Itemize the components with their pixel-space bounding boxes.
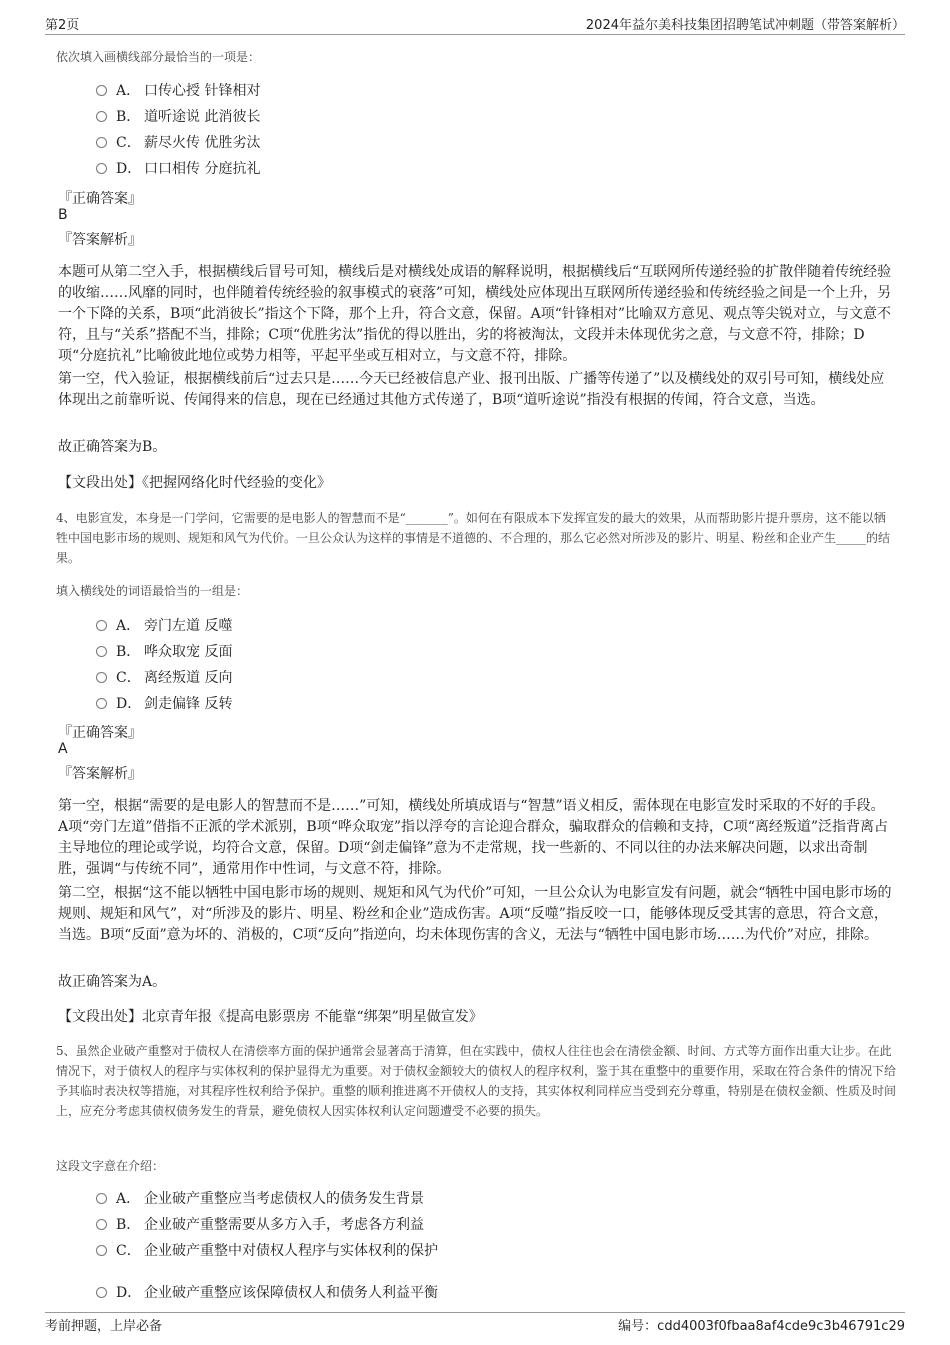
q3-analysis-label: 『答案解析』: [58, 232, 142, 248]
q5-option-b[interactable]: B． 企业破产重整需要从多方入手，考虑各方利益: [96, 1214, 424, 1236]
q4-text: 4、电影宣发，本身是一门学问，它需要的是电影人的智慧而不是“_______”。如何在有限成本下发挥宣发的最大的效果，从而帮助影片提升票房，这不能以牺牲中国电影市场的规则、规矩和风气为代价。一旦公众认为这样的事情是不道德的、不合理的，那么它必然对所涉及的影片、明星、粉丝和企业产生_____的结果。: [56, 511, 891, 565]
q3-answer-label: 『正确答案』: [58, 191, 142, 207]
q5-option-a[interactable]: A． 企业破产重整应当考虑债权人的债务发生背景: [96, 1188, 424, 1210]
q4-option-b[interactable]: B． 哗众取宠 反面: [96, 641, 232, 663]
q4-source: 【文段出处】北京青年报《提高电影票房 不能靠“绑架”明星做宣发》: [58, 1009, 483, 1025]
radio-icon[interactable]: [96, 672, 107, 683]
radio-icon[interactable]: [96, 1245, 107, 1256]
q4-option-c[interactable]: C． 离经叛道 反向: [96, 667, 232, 689]
radio-icon[interactable]: [96, 85, 107, 96]
q3-option-a[interactable]: A． 口传心授 针锋相对: [96, 80, 260, 102]
radio-icon[interactable]: [96, 1193, 107, 1204]
q3-analysis-p1: 本题可从第二空入手，根据横线后冒号可知，横线后是对横线处成语的解释说明，根据横线后“互联网所传递经验的扩散伴随着传统经验的收缩……风靡的同时，也伴随着传统经验的叙事模式的衰落”可知，横线处应体现出互联网所传递经验和传统经验之间是一个上升，另一个下降的关系，B项“此消彼长”指这个下降，那个上升，符合文意，保留。A项“针锋相对”比喻双方意见、观点等尖锐对立，与文意不符，且与“关系”搭配不当，排除；C项“优胜劣汰”指优的得以胜出，劣的将被淘汰，文段并未体现优劣之意，与文意不符，排除；D项“分庭抗礼”比喻彼此地位或势力相等，平起平坐或互相对立，与文意不符，排除。: [58, 264, 892, 364]
q3-answer: B: [58, 207, 68, 223]
q3-option-b[interactable]: B． 道听途说 此消彼长: [96, 106, 260, 128]
q4-analysis-p1: 第一空，根据“需要的是电影人的智慧而不是……”可知，横线处所填成语与“智慧”语义相反，需体现在电影宣发时采取的不好的手段。A项“旁门左道”借指不正派的学术派别，B项“哗众取宠”指以浮夸的言论迎合群众，骗取群众的信赖和支持，C项“离经叛道”泛指背离占主导地位的理论或学说，均符合文意，保留。D项“剑走偏锋”意为不走常规，找一些新的、不同以往的办法来解决问题，以求出奇制胜，强调“与传统不同”，通常用作中性词，与文意不符，排除。: [58, 798, 889, 877]
q4-answer-label: 『正确答案』: [58, 725, 142, 741]
q4-option-d[interactable]: D． 剑走偏锋 反转: [96, 693, 232, 715]
q3-analysis-p2: 第一空，代入验证，根据横线前后“过去只是……今天已经被信息产业、报刊出版、广播等传递了”以及横线处的双引号可知，横线处应体现出之前靠听说、传闻得来的信息，现在已经通过其他方式传递了，B项“道听途说”指没有根据的传闻，符合文意，当选。: [58, 371, 885, 408]
q3-option-d[interactable]: D． 口口相传 分庭抗礼: [96, 158, 260, 180]
page-header: [45, 12, 905, 35]
q4-answer: A: [58, 741, 68, 757]
radio-icon[interactable]: [96, 111, 107, 122]
q4-analysis-p3: 故正确答案为A。: [58, 974, 167, 990]
q3-intro: 依次填入画横线部分最恰当的一项是：: [56, 50, 261, 64]
radio-icon[interactable]: [96, 1219, 107, 1230]
q3-source: 【文段出处】《把握网络化时代经验的变化》: [58, 475, 331, 491]
radio-icon[interactable]: [96, 698, 107, 709]
footer-slogan: 考前押题，上岸必备: [45, 1319, 163, 1334]
q5-intro: 这段文字意在介绍：: [56, 1159, 165, 1173]
q4-option-a[interactable]: A． 旁门左道 反噬: [96, 615, 232, 637]
page-footer: [45, 1312, 905, 1333]
radio-icon[interactable]: [96, 646, 107, 657]
page-number: 第2页: [45, 18, 80, 33]
document-title: 2024年益尔美科技集团招聘笔试冲刺题（带答案解析）: [585, 18, 905, 33]
q5-option-c[interactable]: C． 企业破产重整中对债权人程序与实体权利的保护: [96, 1240, 438, 1262]
q5-text: 5、虽然企业破产重整对于债权人在清偿率方面的保护通常会显著高于清算，但在实践中，债权人往往也会在清偿金额、时间、方式等方面作出重大让步。在此情况下，对于债权人的程序与实体权利的保护显得尤为重要。对于债权金额较大的债权人的程序权利，鉴于其在重整中的重要作用，采取在符合条件的情况下给予其临时表决权等措施，对其程序性权利给予保护。重整的顺利推进离不开债权人的支持，其实体权利同样应当受到充分尊重，特别是在债权金额、性质及时间上，应充分考虑其债权债务发生的背景，避免债权人因实体权利认定问题遭受不必要的损失。: [56, 1044, 897, 1118]
q4-intro: 填入横线处的词语最恰当的一组是：: [56, 584, 249, 598]
document-id: 编号：cdd4003f0fbaa8af4cde9c3b46791c29: [618, 1319, 905, 1334]
radio-icon[interactable]: [96, 163, 107, 174]
q5-option-d[interactable]: D． 企业破产重整应该保障债权人和债务人利益平衡: [96, 1282, 438, 1304]
radio-icon[interactable]: [96, 620, 107, 631]
radio-icon[interactable]: [96, 137, 107, 148]
q4-analysis-label: 『答案解析』: [58, 766, 142, 782]
q3-option-c[interactable]: C． 薪尽火传 优胜劣汰: [96, 132, 260, 154]
q4-analysis-p2: 第二空，根据“这不能以牺牲中国电影市场的规则、规矩和风气为代价”可知，一旦公众认为电影宣发有问题，就会“牺牲中国电影市场的规则、规矩和风气”，对“所涉及的影片、明星、粉丝和企业”造成伤害。A项“反噬”指反咬一口，能够体现反受其害的意思，符合文意，当选。B项“反面”意为坏的、消极的，C项“反向”指逆向，均未体现伤害的含义，无法与“牺牲中国电影市场……为代价”对应，排除。: [58, 885, 892, 943]
q3-analysis-p3: 故正确答案为B。: [58, 439, 167, 455]
radio-icon[interactable]: [96, 1287, 107, 1298]
